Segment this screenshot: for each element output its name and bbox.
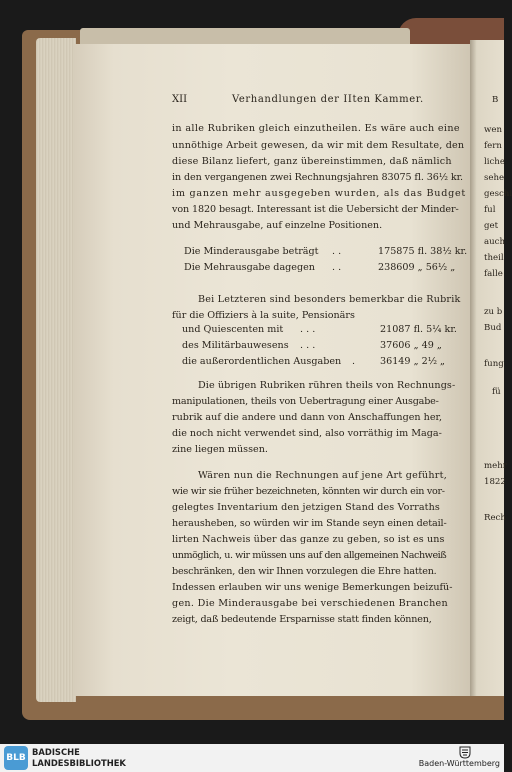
body-line: und Mehrausgabe, auf einzelne Positionen. <box>172 220 383 231</box>
right-page-fragment: geschi <box>484 189 512 199</box>
table2-dots: . <box>352 356 356 367</box>
body-line: zine liegen müssen. <box>172 444 268 455</box>
table1-amount: 238609 „ 56½ „ <box>378 262 456 273</box>
right-page-fragment: 1822 <box>484 477 506 487</box>
body-line: Wären nun die Rechnungen auf jene Art geführt, <box>198 470 447 481</box>
right-page-fragment: Bud <box>484 323 502 333</box>
table1-dots: . . <box>332 246 342 257</box>
right-page-fragment: Rech <box>484 513 506 523</box>
footer-bar <box>0 744 504 772</box>
right-page-fragment: B <box>492 95 499 105</box>
body-line: wie wir sie früher bezeichneten, könnten wir durch ein vor- <box>172 486 445 497</box>
right-page-fragment: auch <box>484 237 506 247</box>
library-name-line2: LANDESBIBLIOTHEK <box>32 758 126 768</box>
right-page-fragment: fü <box>492 387 501 397</box>
right-page-fragment: mehr <box>484 461 507 471</box>
body-line: unnöthige Arbeit gewesen, da wir mit dem Resultate, den <box>172 140 465 151</box>
page-number: XII <box>172 94 188 105</box>
table1-label: Die Minderausgabe beträgt <box>184 246 319 257</box>
right-page-fragment: liche <box>484 157 505 167</box>
table2-label: des Militärbauwesens <box>182 340 289 351</box>
table2-dots: . . . <box>300 324 316 335</box>
body-line: Bei Letzteren sind besonders bemerkbar die Rubrik <box>198 294 461 305</box>
right-page-fragment: get <box>484 221 499 231</box>
table2-label: die außerordentlichen Ausgaben <box>182 356 342 367</box>
body-line: in alle Rubriken gleich einzutheilen. Es wäre auch eine <box>172 123 460 134</box>
body-line: diese Bilanz liefert, ganz übereinstimmen, daß nämlich <box>172 156 452 167</box>
body-line: manipulationen, theils von Uebertragung einer Ausgabe- <box>172 396 439 407</box>
right-page-fragment: ful <box>484 205 496 215</box>
running-title: Verhandlungen der IIten Kammer. <box>232 94 424 105</box>
body-line: zeigt, daß bedeutende Ersparnisse statt finden können, <box>172 614 432 625</box>
right-page-fragment: falle <box>484 269 503 279</box>
body-line: unmöglich, u. wir müssen uns auf den allgemeinen Nachweiß <box>172 550 447 561</box>
table1-amount: 175875 fl. 38½ kr. <box>378 246 468 257</box>
right-page-fragment: wen <box>484 125 502 135</box>
body-line: herausheben, so würden wir im Stande seyn einen detail- <box>172 518 447 529</box>
body-line: für die Offiziers à la suite, Pensionärs <box>172 310 355 321</box>
body-line: im ganzen mehr ausgegeben wurden, als das Budget <box>172 188 467 199</box>
coat-of-arms-icon <box>458 746 472 759</box>
table2-label: und Quiescenten mit <box>182 324 284 335</box>
right-page-fragment: zu b <box>484 307 503 317</box>
table2-amount: 36149 „ 2½ „ <box>380 356 446 367</box>
region-label[interactable]: Baden-Württemberg <box>418 759 500 768</box>
body-line: in den vergangenen zwei Rechnungsjahren 83075 fl. 36½ kr. <box>172 172 463 183</box>
body-line: Indessen erlauben wir uns wenige Bemerkungen beizufü- <box>172 582 453 593</box>
table1-dots: . . <box>332 262 342 273</box>
right-page-fragment: fung <box>484 359 504 369</box>
body-line: lirten Nachweis über das ganze zu geben, so ist es uns <box>172 534 445 545</box>
blb-logo[interactable]: BLB <box>4 746 28 770</box>
library-name-line1: BADISCHE <box>32 747 80 757</box>
body-line: gelegtes Inventarium den jetzigen Stand des Vorraths <box>172 502 440 513</box>
body-line: von 1820 besagt. Interessant ist die Uebersicht der Minder- <box>172 204 459 215</box>
body-line: gen. Die Minderausgabe bei verschiedenen Branchen <box>172 598 448 609</box>
book-top-edge <box>80 28 410 44</box>
body-line: Die übrigen Rubriken rühren theils von Rechnungs- <box>198 380 456 391</box>
right-page-fragment: fern <box>484 141 502 151</box>
right-page-fragment: sehe <box>484 173 505 183</box>
table2-amount: 21087 fl. 5¼ kr. <box>380 324 457 335</box>
page-stack-edge <box>36 38 76 702</box>
table1-label: Die Mehrausgabe dagegen <box>184 262 315 273</box>
table2-amount: 37606 „ 49 „ <box>380 340 442 351</box>
body-line: die noch nicht verwendet sind, also vorräthig im Maga- <box>172 428 442 439</box>
table2-dots: . . . <box>300 340 316 351</box>
right-page-fragment: theil <box>484 253 504 263</box>
body-line: rubrik auf die andere und dann von Anschaffungen her, <box>172 412 443 423</box>
body-line: beschränken, den wir Ihnen vorzulegen die Ehre hatten. <box>172 566 437 577</box>
